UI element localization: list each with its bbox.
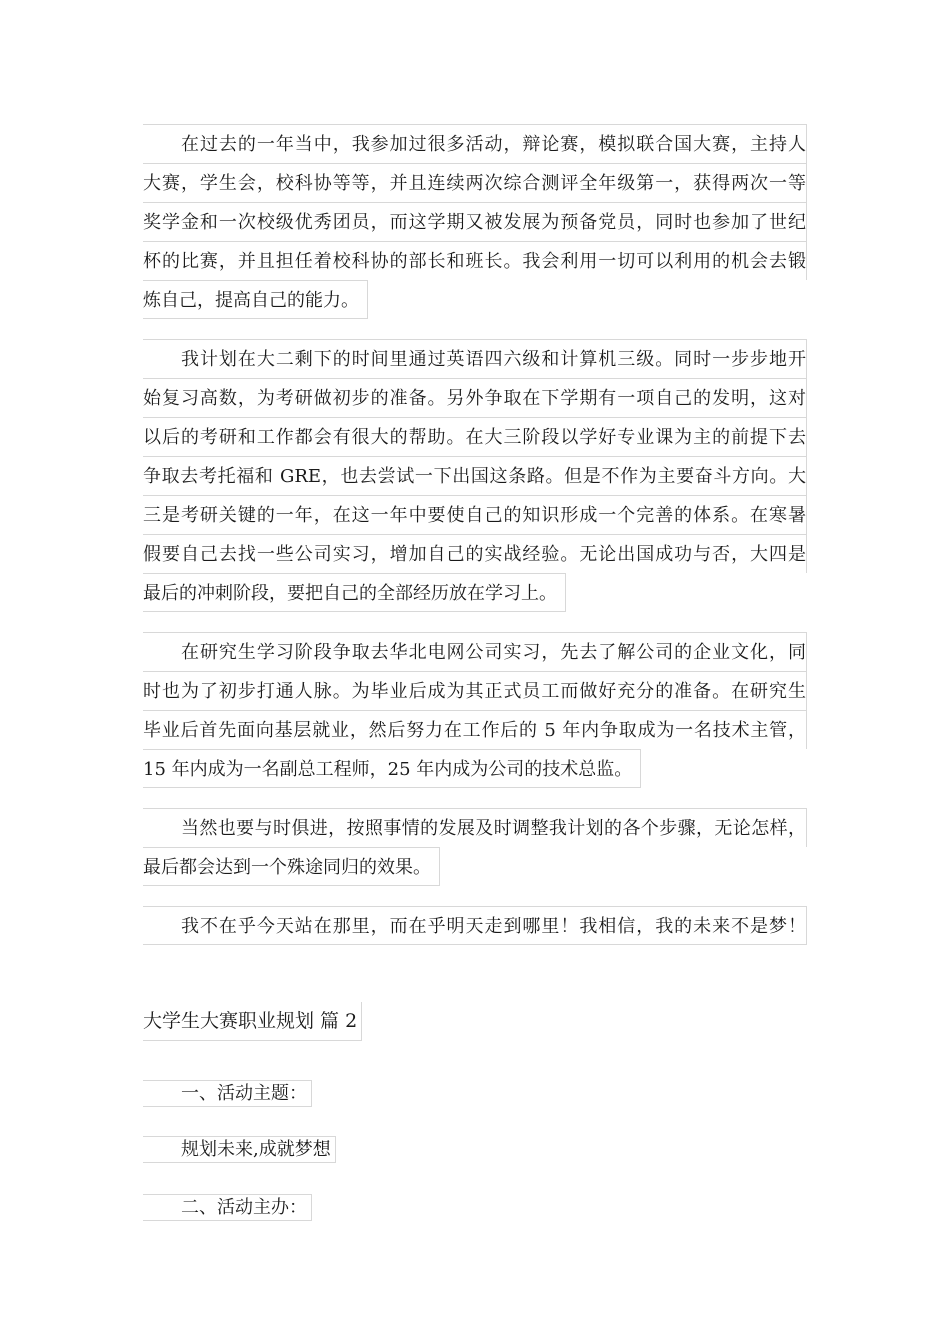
paragraph-line: 炼自己，提高自己的能力。 (143, 280, 368, 319)
paragraph-1 (143, 124, 807, 323)
paragraph-line: 假要自己去找一些公司实习，增加自己的实战经验。无论出国成功与否，大四是 (143, 534, 807, 573)
paragraph-line: 毕业后首先面向基层就业，然后努力在工作后的 5 年内争取成为一名技术主管， (143, 710, 807, 749)
paragraph-2 (143, 339, 807, 616)
paragraph-line: 始复习高数，为考研做初步的准备。另外争取在下学期有一项自己的发明，这对 (143, 378, 807, 417)
paragraph-line: 我不在乎今天站在那里，而在乎明天走到哪里！我相信，我的未来不是梦！ (143, 906, 807, 945)
paragraph-line: 我计划在大二剩下的时间里通过英语四六级和计算机三级。同时一步步地开 (143, 339, 807, 378)
list-item: 规划未来,成就梦想 (143, 1136, 336, 1163)
paragraph-line: 奖学金和一次校级优秀团员，而这学期又被发展为预备党员，同时也参加了世纪 (143, 202, 807, 241)
list-item: 二、活动主办： (143, 1194, 312, 1221)
paragraph-line: 大赛，学生会，校科协等等，并且连续两次综合测评全年级第一，获得两次一等 (143, 163, 807, 202)
list-item: 一、活动主题： (143, 1080, 312, 1107)
paragraph-line: 最后的冲刺阶段，要把自己的全部经历放在学习上。 (143, 573, 566, 612)
paragraph-line: 最后都会达到一个殊途同归的效果。 (143, 847, 440, 886)
paragraph-4 (143, 808, 807, 890)
paragraph-line: 三是考研关键的一年，在这一年中要使自己的知识形成一个完善的体系。在寒暑 (143, 495, 807, 534)
paragraph-5 (143, 906, 807, 945)
paragraph-line: 以后的考研和工作都会有很大的帮助。在大三阶段以学好专业课为主的前提下去 (143, 417, 807, 456)
paragraph-3 (143, 632, 807, 792)
paragraph-line: 在研究生学习阶段争取去华北电网公司实习，先去了解公司的企业文化，同 (143, 632, 807, 671)
paragraph-line: 时也为了初步打通人脉。为毕业后成为其正式员工而做好充分的准备。在研究生 (143, 671, 807, 710)
section-heading: 大学生大赛职业规划 篇 2 (143, 1002, 362, 1041)
paragraph-line: 在过去的一年当中，我参加过很多活动，辩论赛，模拟联合国大赛，主持人 (143, 124, 807, 163)
paragraph-line: 杯的比赛，并且担任着校科协的部长和班长。我会利用一切可以利用的机会去锻 (143, 241, 807, 280)
paragraph-line: 15 年内成为一名副总工程师，25 年内成为公司的技术总监。 (143, 749, 641, 788)
paragraph-line: 当然也要与时俱进，按照事情的发展及时调整我计划的各个步骤，无论怎样， (143, 808, 807, 847)
paragraph-line: 争取去考托福和 GRE，也去尝试一下出国这条路。但是不作为主要奋斗方向。大 (143, 456, 807, 495)
